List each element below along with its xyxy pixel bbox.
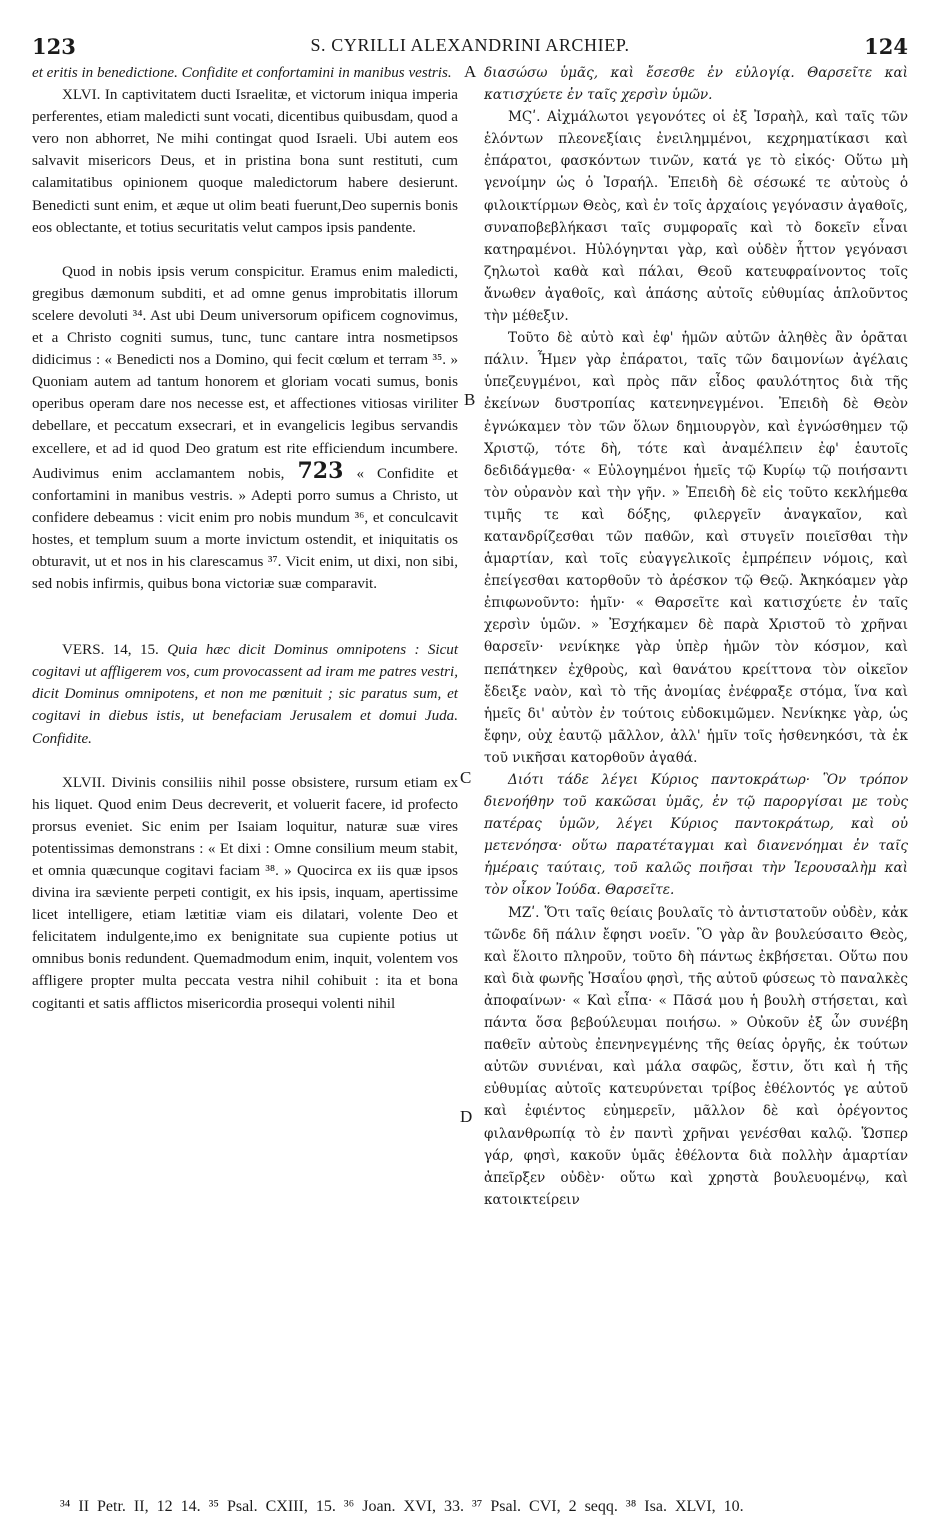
page-number-right: 124 — [864, 34, 908, 59]
margin-marker-a: A — [464, 62, 477, 81]
margin-marker-c: C — [460, 768, 472, 787]
margin-marker-d: D — [460, 1107, 473, 1126]
latin-opening: et eritis in benedictione. Confidite et confortamini in manibus vestris. — [32, 65, 452, 81]
latin-paragraph-2-text: Quod in nobis ipsis verum conspicitur. Eramus enim maledicti, gregibus dæmonum subditi, et ad omne genus improbitatis illorum scelere devoluti ³⁴. Ast ubi Deum universorum opificem cognovimus, et a Christo cogniti sumus, tunc, tunc cantare intra nosmetipsos didicimus : « Benedicti nos a Domino, qui fecit cœlum et terram ³⁵. » Quoniam autem ad tantum honorem et gloriam vocati sumus, bonis operibus operam dare nos necesse est, et affectiones vitiosas viriliter debellare, et peccatum exsecrari, et in evangelicis legibus servandis excellere, et ad id quod Deo gratum est rite efficiendum incumbere. Audivimus enim acclamantem nobis, — [32, 263, 458, 482]
latin-column — [32, 62, 458, 1015]
verse-text-latin: Quia hæc dicit Dominus omnipotens : Sicut cogitavi ut affligerem vos, cum provocassent ad iram me patres vestri, dicit Dominus omnipotens, et non me pœnituit ; sic paratus sum, et cogitavi in diebus istis, ut benefaciam Jerusalem et domui Juda. Confidite. — [32, 642, 459, 747]
page-header — [32, 34, 908, 60]
latin-paragraph-2-cont: « Confidite et confortamini in manibus vestris. » Adepti porro sumus a Christo, ut confidere debeamus : vicit enim pro nobis mundum ³⁶, et conculcavit hostes, et templum suum a morte invictum ostendit, et iniquitatis os obturavit, ut et nos in his clarescamus ³⁷. Vicit enim, ut dixi, non sibi, sed nobis infirmis, quibus bona victoriæ suæ comparavit. — [32, 465, 458, 593]
greek-section-46: ΜϚʹ. Αἰχμάλωτοι γεγονότες οἱ ἐξ Ἰσραὴλ, καὶ ταῖς τῶν ἑλόντων πλεονεξίαις ἐνειλημμένοι, κεχρηματίκασι καὶ ἐπάρατοι, φασκόντων τινῶν, κατά γε τὸ εἰκός· Οὕτω μὴ γενοίμην ὡς ὁ Ἰσραήλ. Ἐπειδὴ δὲ σέσωκέ τε αὐτοὺς ὁ φιλοικτίρμων Θεὸς, καὶ ἐν τοῖς ἀρχαίοις γεγόνασιν ἀγαθοῖς, συναποβεβλήκασι ταῖς συμφοραῖς καὶ τὸ δοκεῖν εἶναι κατηραμένοι. Ηὐλόγηνται γὰρ, καὶ οὐδὲν ἧττον γεγόνασι ζηλωτοὶ καθὰ καὶ πάλαι, Θεοῦ κατευφραίνοντος τοῖς ἄνωθεν ἀγαθοῖς, καὶ ἁπάσης αὐτοῖς εὐθυμίας ἁπλοῦντος τὴν μέθεξιν. — [484, 109, 908, 325]
latin-section-46: XLVI. In captivitatem ducti Israelitæ, et victorum iniqua imperia perferentes, etiam maledicti sunt vocati, dicentibus quibusdam, quod a vero non abhorret, Ne mihi contingat quod Israeli. Ubi autem eos salvavit misericors Deus, et in pristina bona sunt restituti, cum calamitatibus opinionem quoque maledictorum habere desierunt. Benedicti sunt enim, et æque ut olim beati fuerunt,Deo supernis bonis eos oblectante, et totius securitatis velut campos ipsis pandente. — [32, 87, 458, 236]
margin-marker-b: B — [464, 390, 476, 409]
latin-paragraph-2 — [32, 261, 458, 595]
footnotes: ³⁴ II Petr. II, 12 14. ³⁵ Psal. CXIII, 15. ³⁶ Joan. XVI, 33. ³⁷ Psal. CVI, 2 seqq. ³⁸ Isa. XLVI, 10. — [60, 1498, 744, 1515]
running-title: S. CYRILLI ALEXANDRINI ARCHIEP. — [310, 35, 630, 55]
latin-section-47: XLVII. Divinis consiliis nihil posse obsistere, rursum etiam ex his liquet. Quod enim Deus decreverit, et voluerit facere, id profecto prorsus eveniet. Sic enim per Isaiam loquitur, naturæ suæ vires potentissimas demonstrans : « Et dixi : Omne consilium meum stabit, et omnia quæcunque cogitavi faciam ³⁸. » Quocirca ex iis quæ ipsos divina ira sæviente perpeti contigit, ex his ipsis, inquam, apertissime licet intelligere, etiam lætitiæ viam eis dilatari, volente Deo et felicitatem indulgente,imo ex benignitate sua cupiente potius ut omnibus bonis redundent. Quemadmodum enim, inquit, volentem vos affligere propter multa peccata vestra nihil cohibuit : ita et bona cogitanti et satis afflictos misericordia prosequi volenti nihil — [32, 774, 458, 1012]
page-number-left: 123 — [32, 34, 76, 59]
verse-label: VERS. 14, 15. — [62, 642, 159, 659]
latin-verse — [32, 639, 458, 749]
greek-column — [484, 62, 908, 1211]
column-number: 723 — [297, 457, 344, 484]
greek-section-47: ΜΖʹ. Ὅτι ταῖς θείαις βουλαῖς τὸ ἀντιστατοῦν οὐδὲν, κἀκ τῶνδε δῆ πάλιν ἔφησι νοεῖν. Ὃ γὰρ ἂν βουλεύσαιτο Θεὸς, καὶ ἕλοιτο πληροῦν, τοῦτο δὴ πάντως ἐκβήσεται. Οὕτω που καὶ διὰ φωνῆς Ἡσαΐου φησὶ, τῆς αὐτοῦ φύσεως τὸ παναλκὲς ἀποφαίνων· « Καὶ εἶπα· « Πᾶσά μου ἡ βουλὴ στήσεται, καὶ πάντα ὅσα βεβούλευμαι ποιήσω. » Οὐκοῦν ἐξ ὧν συνέβη παθεῖν αὐτοὺς ἐπενηνεγμένης τῆς θείας ὀργῆς, ἐκ τούτων αὐτῶν συνιέναι, καὶ μάλα σαφῶς, ἔστιν, ὅτι καὶ ἡ τῆς εὐθυμίας αὐτοῖς κατευρύνεται τρίβος ἐθέλοντός γε αὐτοῦ καὶ ἐφιέντος εὐημερεῖν, μᾶλλον δὲ καὶ ὀρέγοντος φιλανθρωπίᾳ τὸ ἐν παντὶ χρῆναι γενέσθαι καλῷ. Ὥσπερ γάρ, φησὶ, κακοῦν ὑμᾶς ἐθέλοντα διὰ πολλὴν ἁμαρτίαν ἀπεῖρξεν οὐδὲν· οὕτω καὶ χρηστὰ βουλευομένῳ, καὶ κατοικτείρειν — [484, 904, 908, 1208]
greek-paragraph-2: Τοῦτο δὲ αὐτὸ καὶ ἐφ' ἡμῶν αὐτῶν ἀληθὲς ἂν ὁρᾶται πάλιν. Ἦμεν γὰρ ἐπάρατοι, ταῖς τῶν δαιμονίων ἀγέλαις ὑπεζευγμένοι, καὶ πρὸς πᾶν εἶδος φαυλότητος διὰ τῆς ἐκείνων δυστροπίας κατενηνεγμένοι. Ἐπειδὴ δὲ Θεὸν ἐγνώκαμεν τὸν τῶν ὅλων δημιουργὸν, καὶ ἐγνώσθημεν τῷ Χριστῷ, τότε δὴ, τότε καὶ ἀναμέλπειν ἐφ' ἑαυτοῖς δεδιδάγμεθα· « Εὐλογημένοι ἡμεῖς τῷ Κυρίῳ τῷ ποιήσαντι τὸν οὐρανὸν καὶ τὴν γῆν. » Ἐπειδὴ δὲ εἰς τοῦτο κεκλήμεθα τιμῆς τε καὶ δόξης, φιλεργεῖν ἀναγκαῖον, καὶ κατανδρίζεσθαι τῶν παθῶν, καὶ στυγεῖν ποιεῖσθαι τὴν ἁμαρτίαν, καὶ τοῖς εὐαγγελικοῖς ἐμπρέπειν νόμοις, καὶ ἐπείγεσθαι κατορθοῦν τὸ ἀρέσκον τῷ Θεῷ. Ἀκηκόαμεν γὰρ ἐπιφωνοῦντο: ἡμῖν· « Θαρσεῖτε καὶ κατισχύετε ἐν ταῖς χερσὶν ὑμῶν. » Ἐσχήκαμεν δὲ παρὰ Χριστοῦ τὸ χρῆναι θαρσεῖν· νενίκηκε γὰρ ὑπὲρ ἡμῶν τὸν κόσμον, καὶ πεπάτηκεν ἐχθροὺς, καὶ θανάτου κρείττονα τὸν οἰκεῖον ἔδειξε ναὸν, καὶ τὸ τῆς ἀνομίας ἐνέφραξε στόμα, ἵνα καὶ ἡμεῖς δι' αὐτὸν ἐν τούτοις εὐδοκιμῶμεν. Νενίκηκε γὰρ, ὡς ἔφην, οὐχ ἑαυτῷ μᾶλλον, ἀλλ' ἡμῖν τοῖς ἠσθενηκόσι, τὰ ἐκ τοῦ νικῆσαι κατορθοῦν ἀγαθά. — [484, 330, 908, 766]
greek-opening: διασώσω ὑμᾶς, καὶ ἔσεσθε ἐν εὐλογίᾳ. Θαρσεῖτε καὶ κατισχύετε ἐν ταῖς χερσὶν ὑμῶν. — [484, 65, 908, 104]
verse-text-greek: Διότι τάδε λέγει Κύριος παντοκράτωρ· Ὃν τρόπον διενοήθην τοῦ κακῶσαι ὑμᾶς, ἐν τῷ παροργίσαι με τοὺς πατέρας ὑμῶν, λέγει Κύριος παντοκράτωρ, καὶ οὐ μετενόησα· οὕτω παρατέταγμαι καὶ διανενόημαι ἐν ταῖς ἡμέραις ταύταις, τοῦ καλῶς ποιῆσαι τὴν Ἱερουσαλὴμ καὶ τὸν οἶκον Ἰούδα. Θαρσεῖτε. — [484, 772, 908, 899]
